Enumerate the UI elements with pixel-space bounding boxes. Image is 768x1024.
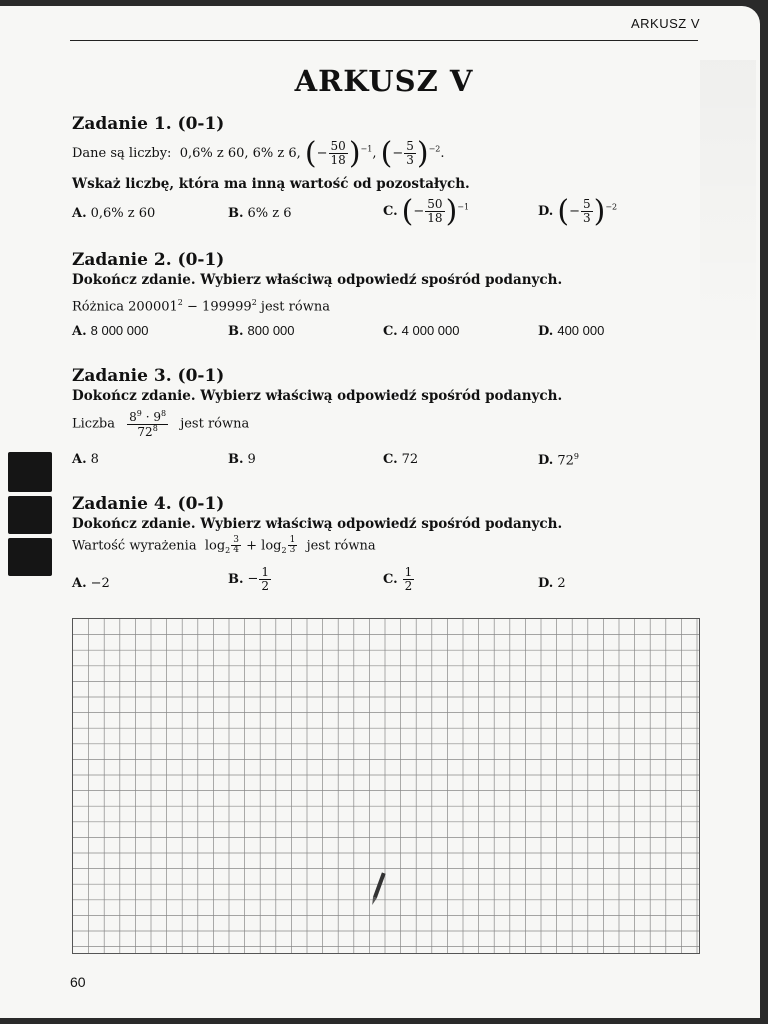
binder-clips [8,452,52,576]
task-1-heading: Zadanie 1. (0-1) [72,114,225,134]
task-4-answer-c[interactable]: C. $\frac{1}{2}$ [383,565,413,593]
show-through-shadow [700,60,756,360]
task-4-instruction: Dokończ zdanie. Wybierz właściwą odpowiedź spośród podanych. [72,516,563,532]
header-section-label: ARKUSZ V [630,16,700,31]
task-3-answer-b[interactable]: B. 9 [228,452,256,467]
squared-work-area[interactable] [72,618,700,954]
grid-lines [73,619,699,953]
task-4-heading: Zadanie 4. (0-1) [72,494,225,514]
task-1-answer-d[interactable]: D. (− $\frac{5}{3}$ )$^{-2}$ [538,194,618,229]
task-3-instruction: Dokończ zdanie. Wybierz właściwą odpowiedź spośród podanych. [72,388,563,404]
task-3-answer-c[interactable]: C. 72 [383,452,419,467]
task-3-prompt: Liczba $\frac{8^9 \cdot 9^8}{72^8}$ jest równa [72,409,250,439]
task-1-instruction: Wskaż liczbę, która ma inną wartość od pozostałych. [72,176,470,192]
task-2-answer-a[interactable]: A. 8 000 000 [72,323,149,339]
task-1-answer-b[interactable]: B. 6% z 6 [228,206,292,221]
page-title: ARKUSZ V [294,64,474,98]
task-3-heading: Zadanie 3. (0-1) [72,366,225,386]
header-rule [70,40,698,41]
task-1-answer-a[interactable]: A. 0,6% z 60 [72,206,156,221]
task-4-answer-a[interactable]: A. −2 [72,576,110,591]
task-4-answer-b[interactable]: B. − $\frac{1}{2}$ [228,565,270,593]
task-3-answer-d[interactable]: D. $72^9$ [538,452,579,469]
task-2-heading: Zadanie 2. (0-1) [72,250,225,270]
task-4-prompt: Wartość wyrażenia $\log_2$ $\frac{3}{4}$ + $\log_2$ $\frac{1}{3}$ jest równa [72,535,376,556]
task-1-answer-c[interactable]: C. (− $\frac{50}{18}$ )$^{-1}$ [383,194,470,229]
task-2-answer-d[interactable]: D. 400 000 [538,323,605,339]
page-number: 60 [70,974,86,990]
task-3-answer-a[interactable]: A. 8 [72,452,99,467]
task-2-instruction: Dokończ zdanie. Wybierz właściwą odpowiedź spośród podanych. [72,272,563,288]
task-2-prompt: Różnica $200001^2 - 199999^2$ jest równa [72,298,330,315]
task-2-answer-c[interactable]: C. 4 000 000 [383,323,460,339]
task-1-prompt: Dane są liczby: 0,6% z 60, 6% z 6, (− $\frac{50}{18}$ )$^{-1}$, (− $\frac{5}{3}$ )$^{-2}$. [72,136,445,171]
task-4-answer-d[interactable]: D. 2 [538,576,566,591]
task-2-answer-b[interactable]: B. 800 000 [228,323,295,339]
